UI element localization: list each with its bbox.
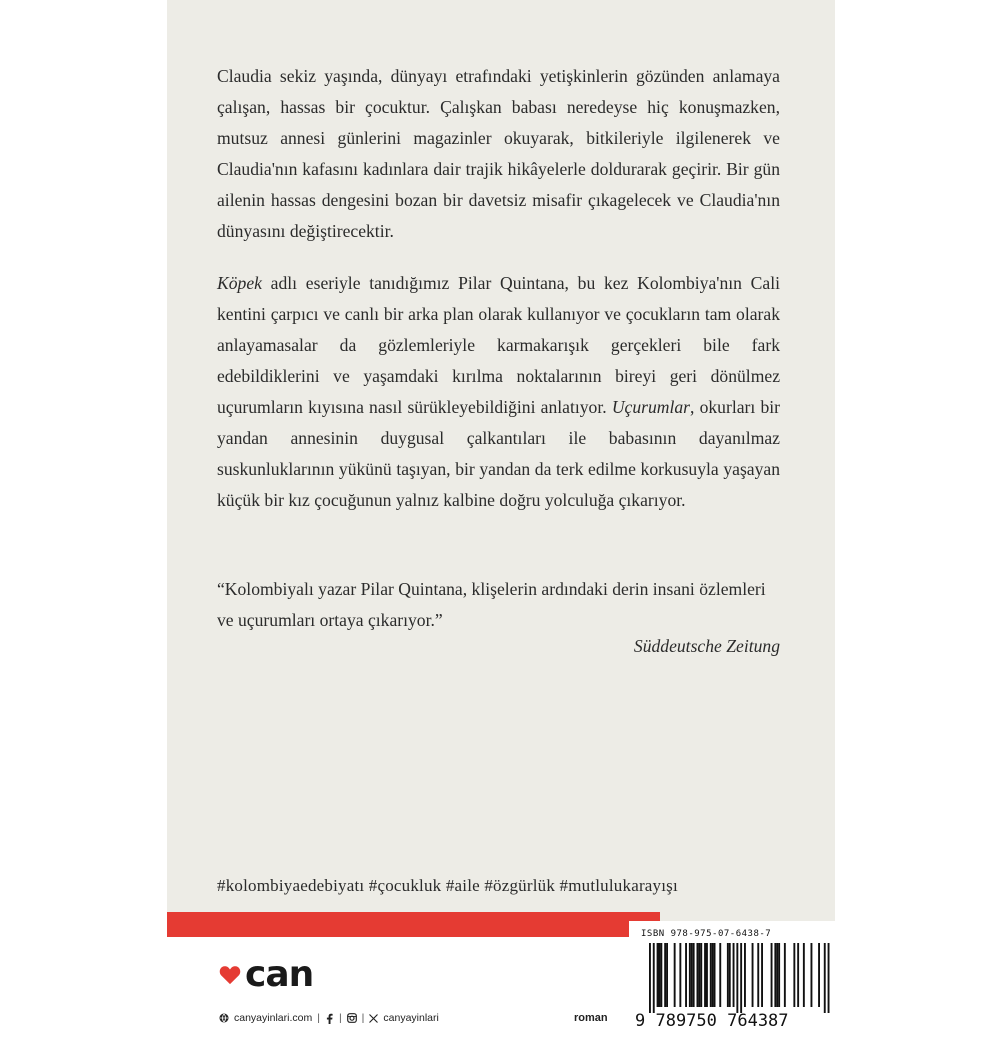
- barcode-bar: [818, 943, 820, 1007]
- facebook-icon[interactable]: [325, 1013, 334, 1024]
- barcode-bar: [649, 943, 651, 1013]
- barcode-bar: [712, 943, 714, 1007]
- barcode-bar: [691, 943, 693, 1007]
- barcode-bar: [727, 943, 729, 1007]
- separator: |: [317, 1012, 320, 1024]
- social-handle[interactable]: canyayinlari: [383, 1012, 439, 1024]
- barcode-bar: [733, 943, 735, 1007]
- barcode-bar: [653, 943, 655, 1013]
- barcode-bar: [719, 943, 721, 1007]
- barcode-bar: [776, 943, 778, 1007]
- barcode-bar: [771, 943, 773, 1007]
- globe-icon: [219, 1013, 229, 1023]
- barcode-bar: [740, 943, 742, 1013]
- barcode-bar: [693, 943, 695, 1007]
- separator: |: [338, 1012, 342, 1024]
- barcode-bar: [689, 943, 691, 1007]
- barcode-bar: [710, 943, 712, 1007]
- quote-source: Süddeutsche Zeitung: [633, 636, 780, 656]
- barcode-bar: [697, 943, 699, 1007]
- heart-icon: [219, 964, 241, 986]
- barcode-bar: [698, 943, 700, 1007]
- barcode-bar: [714, 943, 716, 1007]
- barcode-bar: [664, 943, 666, 1007]
- barcode-bar: [659, 943, 661, 1007]
- website-link[interactable]: canyayinlari.com: [234, 1012, 313, 1024]
- barcode-bar: [706, 943, 708, 1007]
- barcode-bar: [660, 943, 662, 1007]
- publisher-logo: [219, 954, 313, 995]
- barcode-bar: [744, 943, 746, 1007]
- barcode-bar: [778, 943, 780, 1007]
- description-paragraph: [217, 268, 780, 516]
- barcode-bar: [793, 943, 795, 1007]
- barcode-bar: [784, 943, 786, 1007]
- press-quote: “Kolombiyalı yazar Pilar Quintana, klişelerin ardındaki derin insani özlemleri ve uçurumları ortaya çıkarıyor.”: [217, 579, 766, 630]
- barcode-bar: [666, 943, 668, 1007]
- genre-label: roman: [574, 1012, 608, 1024]
- barcode-bar: [828, 943, 830, 1013]
- barcode-bar: [803, 943, 805, 1007]
- book-title-kopek: Köpek: [217, 273, 262, 293]
- barcode-bar: [685, 943, 687, 1007]
- barcode-bar: [811, 943, 813, 1007]
- barcode-bar: [700, 943, 702, 1007]
- synopsis-paragraph: Claudia sekiz yaşında, dünyayı etrafındaki yetişkinlerin gözünden anlamaya çalışan, hassas bir çocuktur. Çalışkan babası neredeyse hiç konuşmazken, mutsuz annesi günlerini magazinler okuyarak, bitkileriyle ilgilenerek ve Claudia'nın kafasını kadınlara dair trajik hikâyelerle doldurarak geçirir. Bir gün ailenin hassas dengesini bozan bir davetsiz misafir çıkagelecek ve Claudia'nın dünyasını değiştirecektir.: [217, 66, 780, 241]
- barcode-bar: [729, 943, 731, 1007]
- barcode-area: [629, 921, 835, 1050]
- publisher-links: [219, 1012, 439, 1024]
- barcode-bar: [797, 943, 799, 1007]
- barcode-bar: [679, 943, 681, 1007]
- barcode-bar: [657, 943, 659, 1007]
- barcode-bar: [736, 943, 738, 1013]
- barcode-digits: 9 789750 764387: [635, 1011, 789, 1031]
- hashtags: #kolombiyaedebiyatı #çocukluk #aile #özgürlük #mutlulukarayışı: [217, 876, 678, 895]
- barcode-bar: [704, 943, 706, 1007]
- logo-text: can: [245, 954, 314, 995]
- description-text-part1: adlı eseriyle tanıdığımız Pilar Quintana, bu kez Kolombiya'nın Cali kentini çarpıcı ve canlı bir arka plan olarak kullanıyor ve çocukların tam olarak anlayamasalar da gözlemleriyle karmakarışık gerçekleri bile fark edebildiklerini ve yaşamdaki kırılma noktalarının bireyi geri dönülmez uçurumların kıyısına nasıl sürükleyebildiğini anlatıyor.: [217, 273, 780, 417]
- separator: |: [361, 1012, 365, 1024]
- barcode: [637, 943, 831, 1013]
- barcode-bar: [824, 943, 826, 1013]
- instagram-icon[interactable]: [347, 1013, 357, 1023]
- barcode-bar: [674, 943, 676, 1007]
- book-back-cover: [167, 0, 835, 1050]
- barcode-bar: [761, 943, 763, 1007]
- x-icon[interactable]: [369, 1014, 378, 1023]
- barcode-bar: [774, 943, 776, 1007]
- red-accent-bar: [167, 912, 660, 937]
- description-text-part2: , okurları bir yandan annesinin duygusal çalkantıları ile babasının dayanılmaz suskunluklarının yükünü taşıyan, bir yandan da terk edilme korkusuyla yaşayan küçük bir kız çocuğunun yalnız kalbine doğru yolculuğa çıkarıyor.: [217, 397, 781, 510]
- book-title-ucurumlar: Uçurumlar: [611, 397, 691, 417]
- barcode-bar: [752, 943, 754, 1007]
- isbn-label: ISBN 978-975-07-6438-7: [641, 929, 772, 939]
- barcode-bar: [757, 943, 759, 1007]
